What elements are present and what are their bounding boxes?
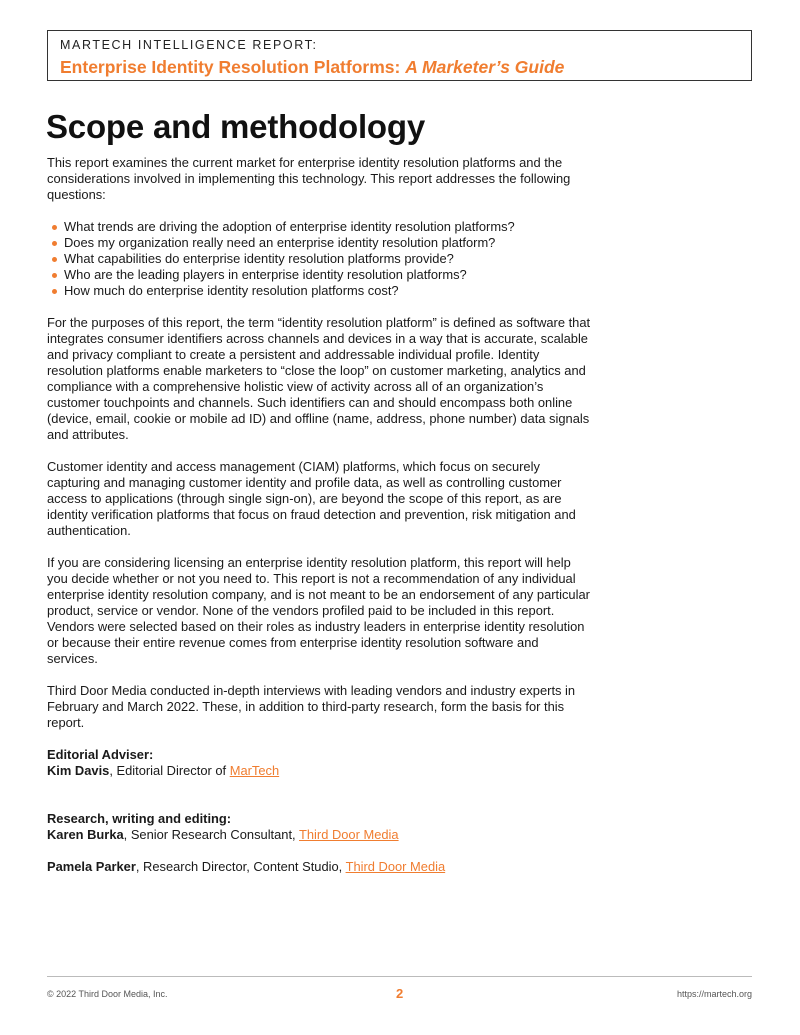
editorial-heading: Editorial Adviser: (47, 747, 154, 762)
bullet-icon (52, 289, 57, 294)
bullet-icon (52, 225, 57, 230)
martech-link[interactable]: MarTech (229, 763, 280, 778)
list-item-text: What capabilities do enterprise identity resolution platforms provide? (64, 251, 454, 266)
bullet-icon (52, 273, 57, 278)
bullet-icon (52, 257, 57, 262)
bullet-icon (52, 241, 57, 246)
footer-copyright: © 2022 Third Door Media, Inc. (47, 989, 168, 999)
report-title (60, 56, 739, 78)
report-kicker: MARTECH INTELLIGENCE REPORT: (60, 38, 318, 52)
list-item-text: Does my organization really need an enterprise identity resolution platform? (64, 235, 496, 250)
list-item-text: Who are the leading players in enterprise identity resolution platforms? (64, 267, 467, 282)
research-credit (47, 827, 592, 843)
credit-role: , Editorial Director of (109, 763, 230, 778)
list-item (47, 251, 592, 267)
list-item-text: How much do enterprise identity resolution platforms cost? (64, 283, 399, 298)
list-item (47, 235, 592, 251)
report-title-sub: A Marketer’s Guide (405, 57, 565, 77)
page-title: Scope and methodology (46, 108, 425, 145)
list-item (47, 267, 592, 283)
questions-list (47, 219, 592, 299)
credit-role: , Research Director, Content Studio, (135, 859, 346, 874)
credit-name: Pamela Parker (47, 859, 136, 874)
report-title-main: Enterprise Identity Resolution Platforms: (60, 57, 401, 77)
credit-role: , Senior Research Consultant, (123, 827, 299, 842)
disclaimer-paragraph: If you are considering licensing an enterprise identity resolution platform, this report will help you decide whether or not you need to. This report is not a recommendation of any individual enterprise identity resolution company, and is not meant to be an endorsement of any particular product, service or vendor. None of the vendors profiled paid to be included in this report. Vendors were selected based on their roles as industry leaders in enterprise identity resolution or because their entire revenue comes from enterprise identity resolution software and services. (47, 555, 590, 666)
list-item (47, 219, 592, 235)
methodology-paragraph: Third Door Media conducted in-depth interviews with leading vendors and industry experts in February and March 2022. These, in addition to third-party research, form the basis for this report. (47, 683, 576, 730)
editorial-credit (47, 763, 592, 779)
research-credit (47, 859, 592, 875)
footer-url: https://martech.org (676, 989, 752, 999)
scope-paragraph: Customer identity and access management (CIAM) platforms, which focus on securely capturing and managing customer identity and profile data, as well as controlling customer access to applications (through single sign-on), are beyond the scope of this report, as are identity verification platforms that focus on fraud detection and prevention, risk mitigation and authentication. (47, 459, 576, 538)
list-item (47, 283, 592, 299)
intro-paragraph: This report examines the current market for enterprise identity resolution platforms and the considerations involved in implementing this technology. This report addresses the following questions: (47, 155, 571, 202)
research-heading: Research, writing and editing: (47, 811, 232, 826)
definition-paragraph: For the purposes of this report, the term “identity resolution platform” is defined as software that integrates consumer identifiers across channels and devices in a way that is accurate, scalable and privacy compliant to create a persistent and addressable individual profile. Identity resolution platforms enable marketers to “close the loop” on customer marketing, analytics and compliance with a comprehensive holistic view of activity across all of an organization’s customer touchpoints and channels. Such identifiers can and should encompass both online (device, email, cookie or mobile ad ID) and offline (name, address, phone number) data signals and attributes. (47, 315, 591, 442)
third-door-media-link[interactable]: Third Door Media (299, 827, 399, 842)
footer-divider (47, 976, 752, 977)
third-door-media-link[interactable]: Third Door Media (345, 859, 446, 874)
report-header (47, 30, 752, 81)
page-number: 2 (396, 986, 404, 1001)
credit-name: Kim Davis (47, 763, 110, 778)
main-content (47, 155, 592, 891)
list-item-text: What trends are driving the adoption of enterprise identity resolution platforms? (64, 219, 515, 234)
credit-name: Karen Burka (47, 827, 124, 842)
